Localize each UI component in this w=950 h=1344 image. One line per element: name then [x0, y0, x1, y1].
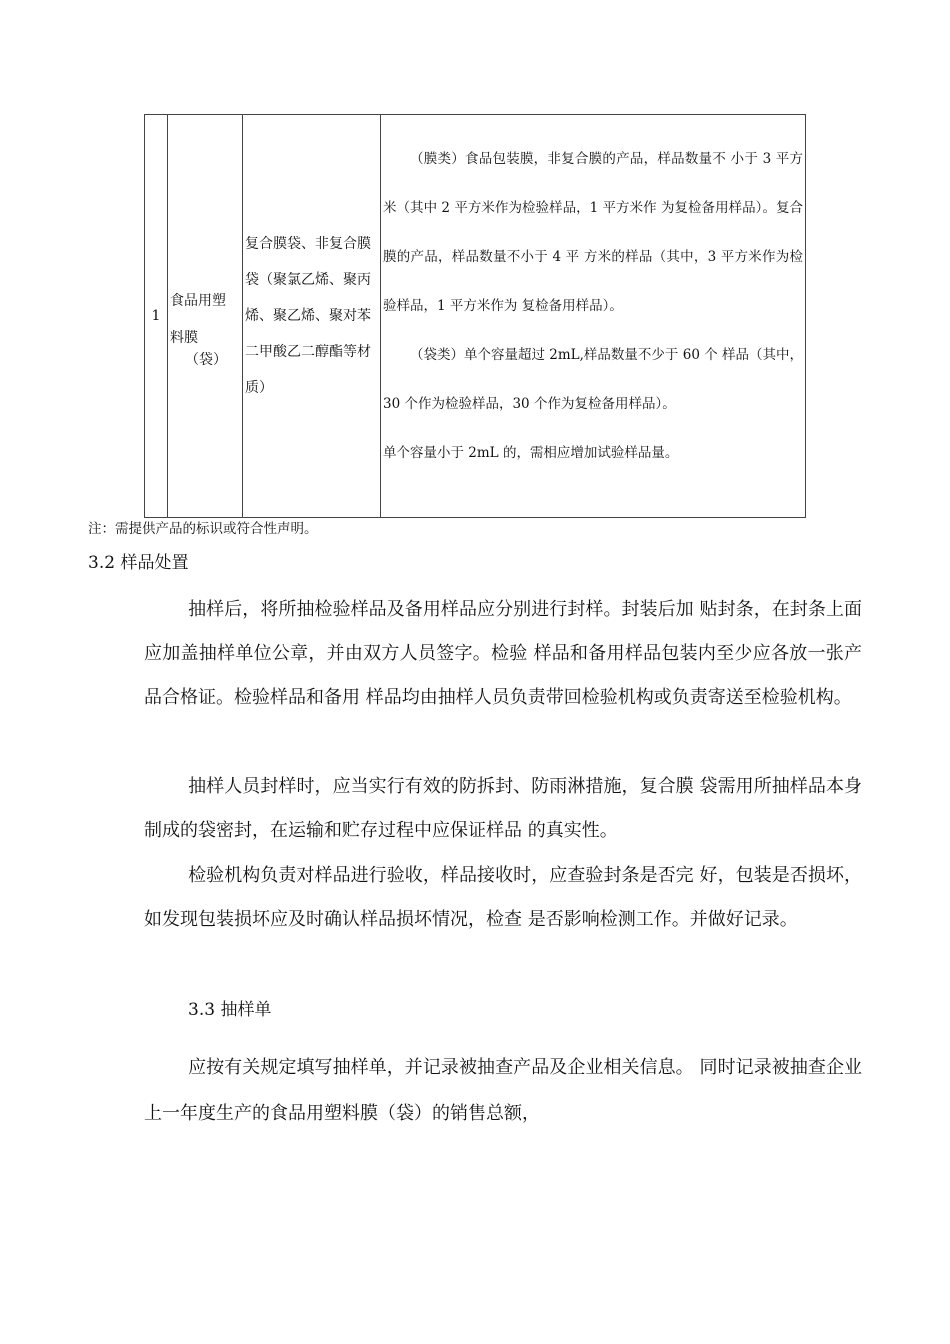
requirement-small-bag: 单个容量小于 2mL 的，需相应增加试验样品量。 [383, 445, 679, 461]
row-number: 1 [151, 308, 161, 324]
paragraph-sealing: 抽样后，将所抽检验样品及备用样品应分别进行封样。封装后加 贴封条，在封条上面应加盖抽样单位公章，并由双方人员签字。检验 样品和备用样品包装内至少应各放一张产品合格证。检验样品和备用 样品均由抽样人员负责带回检验机构或负责寄送至检验机构。 [144, 599, 862, 708]
product-name-line1: 食品用塑 [170, 293, 226, 309]
sampling-table [144, 114, 806, 518]
product-name-line3: （袋） [185, 352, 227, 368]
section-heading-3-3: 3.3 抽样单 [188, 1000, 272, 1020]
sample-requirement-cell [381, 115, 806, 518]
materials-text: 复合膜袋、非复合膜袋（聚氯乙烯、聚丙烯、聚乙烯、聚对苯二甲酸乙二醇酯等材质） [245, 236, 371, 396]
row-number-cell [145, 115, 168, 518]
paragraph-acceptance: 检验机构负责对样品进行验收，样品接收时，应查验封条是否完 好，包装是否损坏，如发现包装损坏应及时确认样品损坏情况，检查 是否影响检测工作。并做好记录。 [144, 865, 862, 930]
requirement-bag: （袋类）单个容量超过 2mL,样品数量不少于 60 个 样品（其中，30 个作为检验样品，30 个作为复检备用样品）。 [383, 347, 803, 412]
requirement-film: （膜类）食品包装膜，非复合膜的产品，样品数量不 小于 3 平方米（其中 2 平方米作为检验样品，1 平方米作 为复检备用样品）。复合膜的产品，样品数量不小于 4 平 方米的样品（其中，3 平方米作为检验样品，1 平方米作为 复检备用样品）。 [383, 151, 803, 314]
materials-cell [243, 115, 381, 518]
paragraph-tamper-proof: 抽样人员封样时，应当实行有效的防拆封、防雨淋措施，复合膜 袋需用所抽样品本身制成的袋密封，在运输和贮存过程中应保证样品 的真实性。 [144, 776, 862, 841]
product-name-line2: 料膜 [170, 330, 198, 346]
table-row [145, 115, 806, 518]
paragraph-sampling-form: 应按有关规定填写抽样单，并记录被抽查产品及企业相关信息。 同时记录被抽查企业上一年度生产的食品用塑料膜（袋）的销售总额， [144, 1057, 862, 1124]
table-note: 注：需提供产品的标识或符合性声明。 [88, 521, 318, 537]
section-heading-3-2: 3.2 样品处置 [88, 553, 189, 573]
product-name-cell [168, 115, 243, 518]
